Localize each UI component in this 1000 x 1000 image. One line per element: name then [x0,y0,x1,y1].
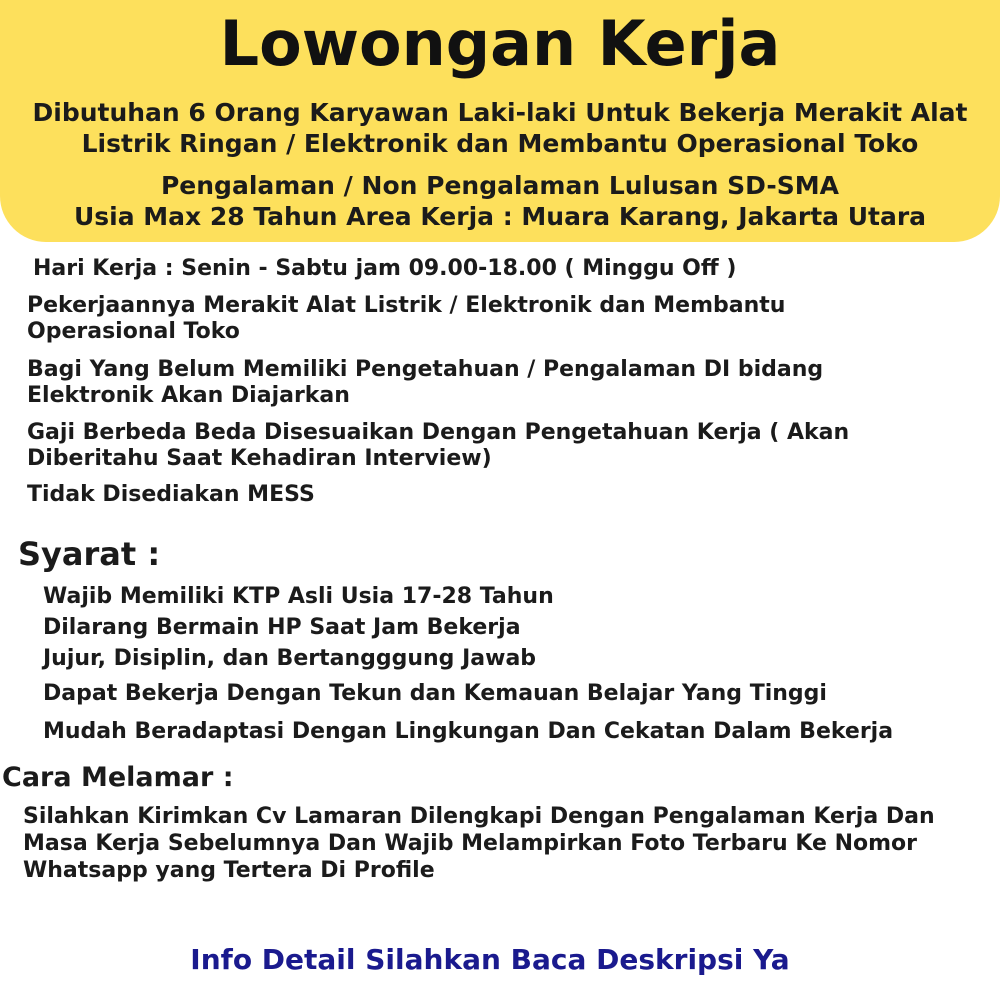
detail-item-line: Gaji Berbeda Beda Disesuaikan Dengan Pengetahuan Kerja ( Akan [27,420,850,445]
detail-item-line: Diberitahu Saat Kehadiran Interview) [27,446,492,471]
footer-info-text: Info Detail Silahkan Baca Deskripsi Ya [190,943,790,976]
cara-melamar-line: Silahkan Kirimkan Cv Lamaran Dilengkapi Dengan Pengalaman Kerja Dan [23,804,935,829]
syarat-item: Jujur, Disiplin, dan Bertangggung Jawab [43,646,537,671]
job-description [20,97,980,159]
work-days-text: Hari Kerja : Senin - Sabtu jam 09.00-18.00 ( Minggu Off ) [33,256,737,281]
job-description-line: Listrik Ringan / Elektronik dan Membantu Operasional Toko [81,129,919,158]
syarat-item: Wajib Memiliki KTP Asli Usia 17-28 Tahun [43,584,554,609]
detail-item-line: Tidak Disediakan MESS [27,482,315,507]
syarat-item: Dapat Bekerja Dengan Tekun dan Kemauan Belajar Yang Tinggi [43,681,827,706]
syarat-item: Mudah Beradaptasi Dengan Lingkungan Dan Cekatan Dalam Bekerja [43,719,894,744]
cara-melamar-heading: Cara Melamar : [2,762,234,793]
cara-melamar-line: Whatsapp yang Tertera Di Profile [23,858,435,883]
requirement-summary-line: Usia Max 28 Tahun Area Kerja : Muara Karang, Jakarta Utara [73,202,927,231]
syarat-item: Dilarang Bermain HP Saat Jam Bekerja [43,615,521,640]
detail-item-line: Operasional Toko [27,319,240,344]
page-title: Lowongan Kerja [219,7,781,80]
requirement-summary-line: Pengalaman / Non Pengalaman Lulusan SD-SMA [160,171,839,200]
job-description-line: Dibutuhan 6 Orang Karyawan Laki-laki Untuk Bekerja Merakit Alat [32,98,968,127]
job-requirements-summary [20,170,980,232]
detail-item-line: Bagi Yang Belum Memiliki Pengetahuan / Pengalaman DI bidang [27,357,824,382]
syarat-heading: Syarat : [18,535,161,573]
cara-melamar-line: Masa Kerja Sebelumnya Dan Wajib Melampirkan Foto Terbaru Ke Nomor [23,831,918,856]
detail-item-line: Elektronik Akan Diajarkan [27,383,350,408]
detail-item-line: Pekerjaannya Merakit Alat Listrik / Elektronik dan Membantu [27,293,786,318]
